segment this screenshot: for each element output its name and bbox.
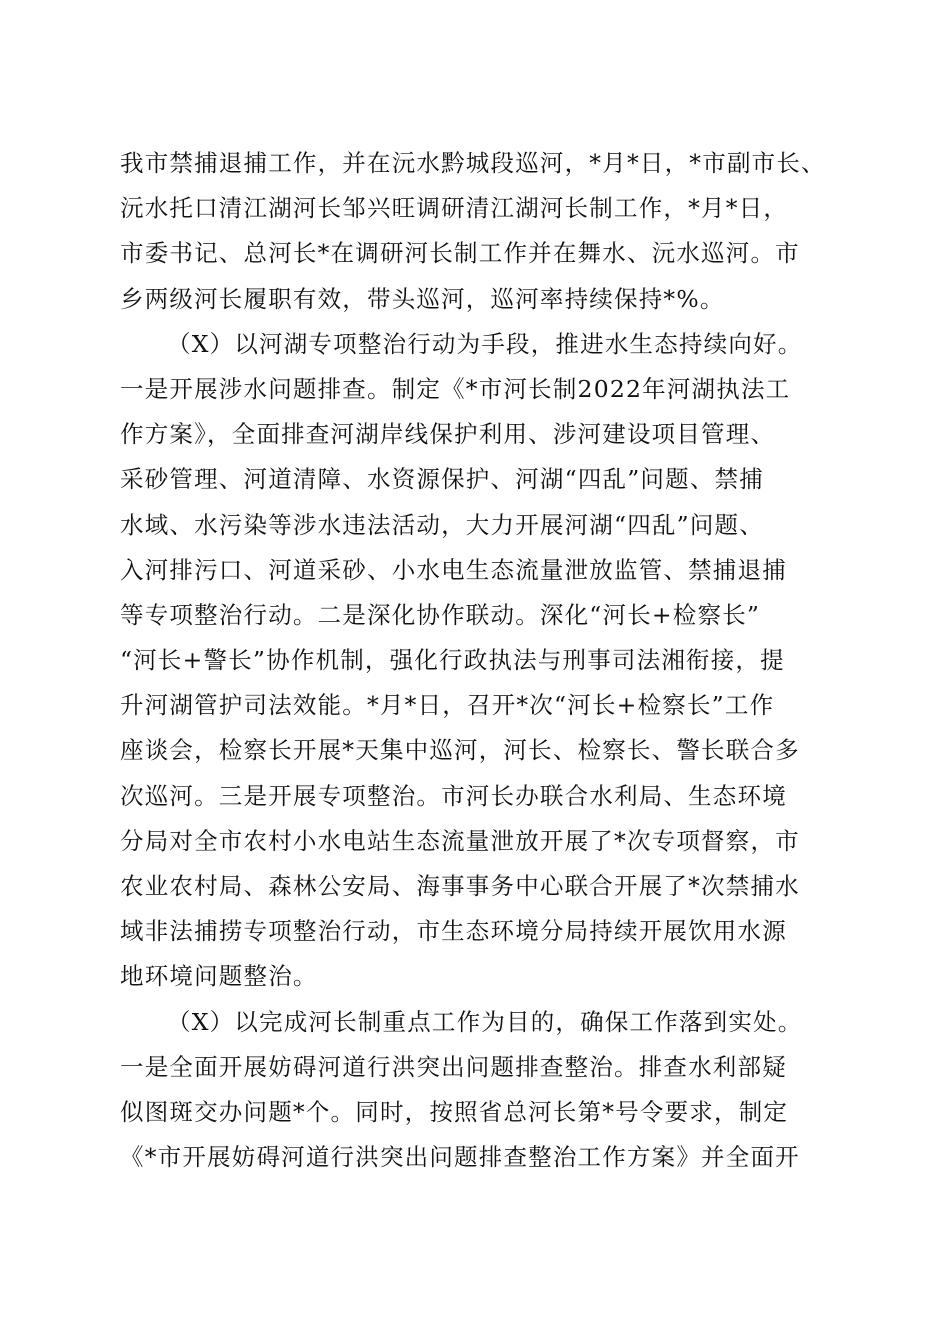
text-line: 作方案》，全面排查河湖岸线保护利用、涉河建设项目管理、 bbox=[120, 420, 776, 449]
text-line: 乡两级河长履职有效，带头巡河，巡河率持续保持*%。 bbox=[120, 284, 725, 313]
document-body bbox=[120, 141, 832, 1180]
section-heading: （X）以河湖专项整治行动为手段，推进水生态持续向好。 bbox=[167, 329, 803, 358]
section-heading: （X）以完成河长制重点工作为目的，确保工作落到实处。 bbox=[167, 1007, 803, 1036]
text-line: 入河排污口、河道采砂、小水电生态流量泄放监管、禁捕退捕 bbox=[120, 555, 787, 584]
text-line: 域非法捕捞专项整治行动，市生态环境分局持续开展饮用水源 bbox=[120, 917, 787, 946]
text-line: 等专项整治行动。二是深化协作联动。深化“河长+检察长” bbox=[120, 600, 761, 629]
text-line: 似图斑交办问题*个。同时，按照省总河长第*号令要求，制定 bbox=[120, 1097, 789, 1126]
text-line: 《*市开展妨碍河道行洪突出问题排查整治工作方案》并全面开 bbox=[120, 1143, 800, 1172]
text-line: 分局对全市农村小水电站生态流量泄放开展了*次专项督察，市 bbox=[120, 826, 800, 855]
text-line: “河长+警长”协作机制，强化行政执法与刑事司法湘衔接，提 bbox=[120, 646, 785, 675]
text-line: 一是开展涉水问题排查。制定《*市河长制2022年河湖执法工 bbox=[120, 374, 791, 403]
text-line: 一是全面开展妨碍河道行洪突出问题排查整治。排查水利部疑 bbox=[120, 1052, 787, 1081]
text-line: 地环境问题整治。 bbox=[120, 962, 318, 991]
text-line: 水域、水污染等涉水违法活动，大力开展河湖“四乱”问题、 bbox=[120, 510, 764, 539]
text-line: 市委书记、总河长*在调研河长制工作并在舞水、沅水巡河。市 bbox=[120, 239, 800, 268]
text-line: 升河湖管护司法效能。*月*日，召开*次“河长+检察长”工作 bbox=[120, 691, 775, 720]
text-line: 沅水托口清江湖河长邹兴旺调研清江湖河长制工作，*月*日， bbox=[120, 194, 789, 223]
text-line: 农业农村局、森林公安局、海事事务中心联合开展了*次禁捕水 bbox=[120, 872, 800, 900]
text-line: 采砂管理、河道清障、水资源保护、河湖“四乱”问题、禁捕 bbox=[120, 465, 764, 494]
text-line: 座谈会，检察长开展*天集中巡河，河长、检察长、警长联合多 bbox=[120, 736, 800, 765]
text-line: 我市禁捕退捕工作，并在沅水黔城段巡河，*月*日，*市副市长、 bbox=[120, 149, 826, 177]
text-line: 次巡河。三是开展专项整治。市河长办联合水利局、生态环境 bbox=[120, 781, 787, 810]
